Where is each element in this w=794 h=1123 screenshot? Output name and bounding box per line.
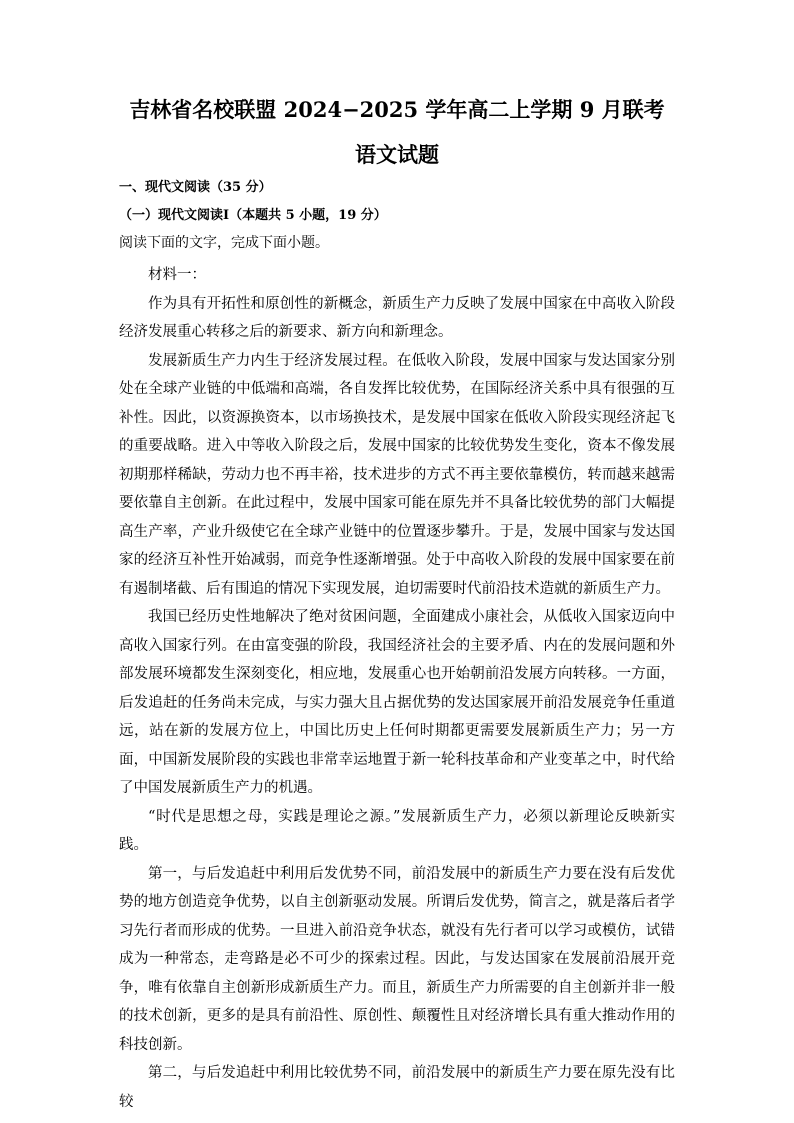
exam-title: 吉林省名校联盟 2024−2025 学年高二上学期 9 月联考	[129, 97, 665, 122]
passage-paragraph: 第二，与后发追赶中利用比较优势不同，前沿发展中的新质生产力要在原先没有比较	[119, 1065, 675, 1110]
section-heading-part1: 一、现代文阅读（35 分）	[119, 180, 272, 195]
passage-paragraph: 我国已经历史性地解决了绝对贫困问题，全面建成小康社会，从低收入国家迈向中高收入国家行列。在由富变强的阶段，我国经济社会的主要矛盾、内在的发展问题和外部发展环境都发生深刻变化，相应地，发展重心也开始朝前沿发展方向转移。一方面，后发追赶的任务尚未完成，与实力强大且占据优势的发达国家展开前沿发展竞争任重道远，站在新的发展方位上，中国比历史上任何时期都更需要发展新质生产力；另一方面，中国新发展阶段的实践也非常幸运地置于新一轮科技革命和产业变革之中，时代给了中国发展新质生产力的机遇。	[119, 609, 675, 796]
section-heading-part1-1: （一）现代文阅读Ⅰ（本题共 5 小题，19 分）	[119, 208, 387, 223]
material-label: 材料一：	[148, 267, 206, 283]
passage-paragraph: 第一，与后发追赶中利用后发优势不同，前沿发展中的新质生产力要在没有后发优势的地方创造竞争优势，以自主创新驱动发展。所谓后发优势，简言之，就是落后者学习先行者而形成的优势。一旦进入前沿竞争状态，就没有先行者可以学习或模仿，试错成为一种常态，走弯路是必不可少的探索过程。因此，与发达国家在发展前沿展开竞争，唯有依靠自主创新形成新质生产力。而且，新质生产力所需要的自主创新并非一般的技术创新，更多的是具有前沿性、原创性、颠覆性且对经济增长具有重大推动作用的科技创新。	[119, 865, 675, 1053]
passage-paragraph: 发展新质生产力内生于经济发展过程。在低收入阶段，发展中国家与发达国家分别处在全球产业链的中低端和高端，各自发挥比较优势，在国际经济关系中具有很强的互补性。因此，以资源换资本，以市场换技术，是发展中国家在低收入阶段实现经济起飞的重要战略。进入中等收入阶段之后，发展中国家的比较优势发生变化，资本不像发展初期那样稀缺，劳动力也不再丰裕，技术进步的方式不再主要依靠模仿，转而越来越需要依靠自主创新。在此过程中，发展中国家可能在原先并不具备比较优势的部门大幅提高生产率，产业升级使它在全球产业链中的位置逐步攀升。于是，发展中国家与发达国家的经济互补性开始减弱，而竞争性逐渐增强。处于中高收入阶段的发展中国家要在前有遏制堵截、后有围追的情况下实现发展，迫切需要时代前沿技术造就的新质生产力。	[119, 352, 675, 597]
exam-subject: 语文试题	[355, 142, 439, 167]
reading-passage	[119, 261, 675, 1116]
passage-paragraph: “时代是思想之母，实践是理论之源。”发展新质生产力，必须以新理论反映新实践。	[119, 808, 675, 853]
reading-instruction: 阅读下面的文字，完成下面小题。	[119, 235, 329, 251]
passage-paragraph: 作为具有开拓性和原创性的新概念，新质生产力反映了发展中国家在中高收入阶段经济发展重心转移之后的新要求、新方向和新理念。	[119, 295, 675, 340]
